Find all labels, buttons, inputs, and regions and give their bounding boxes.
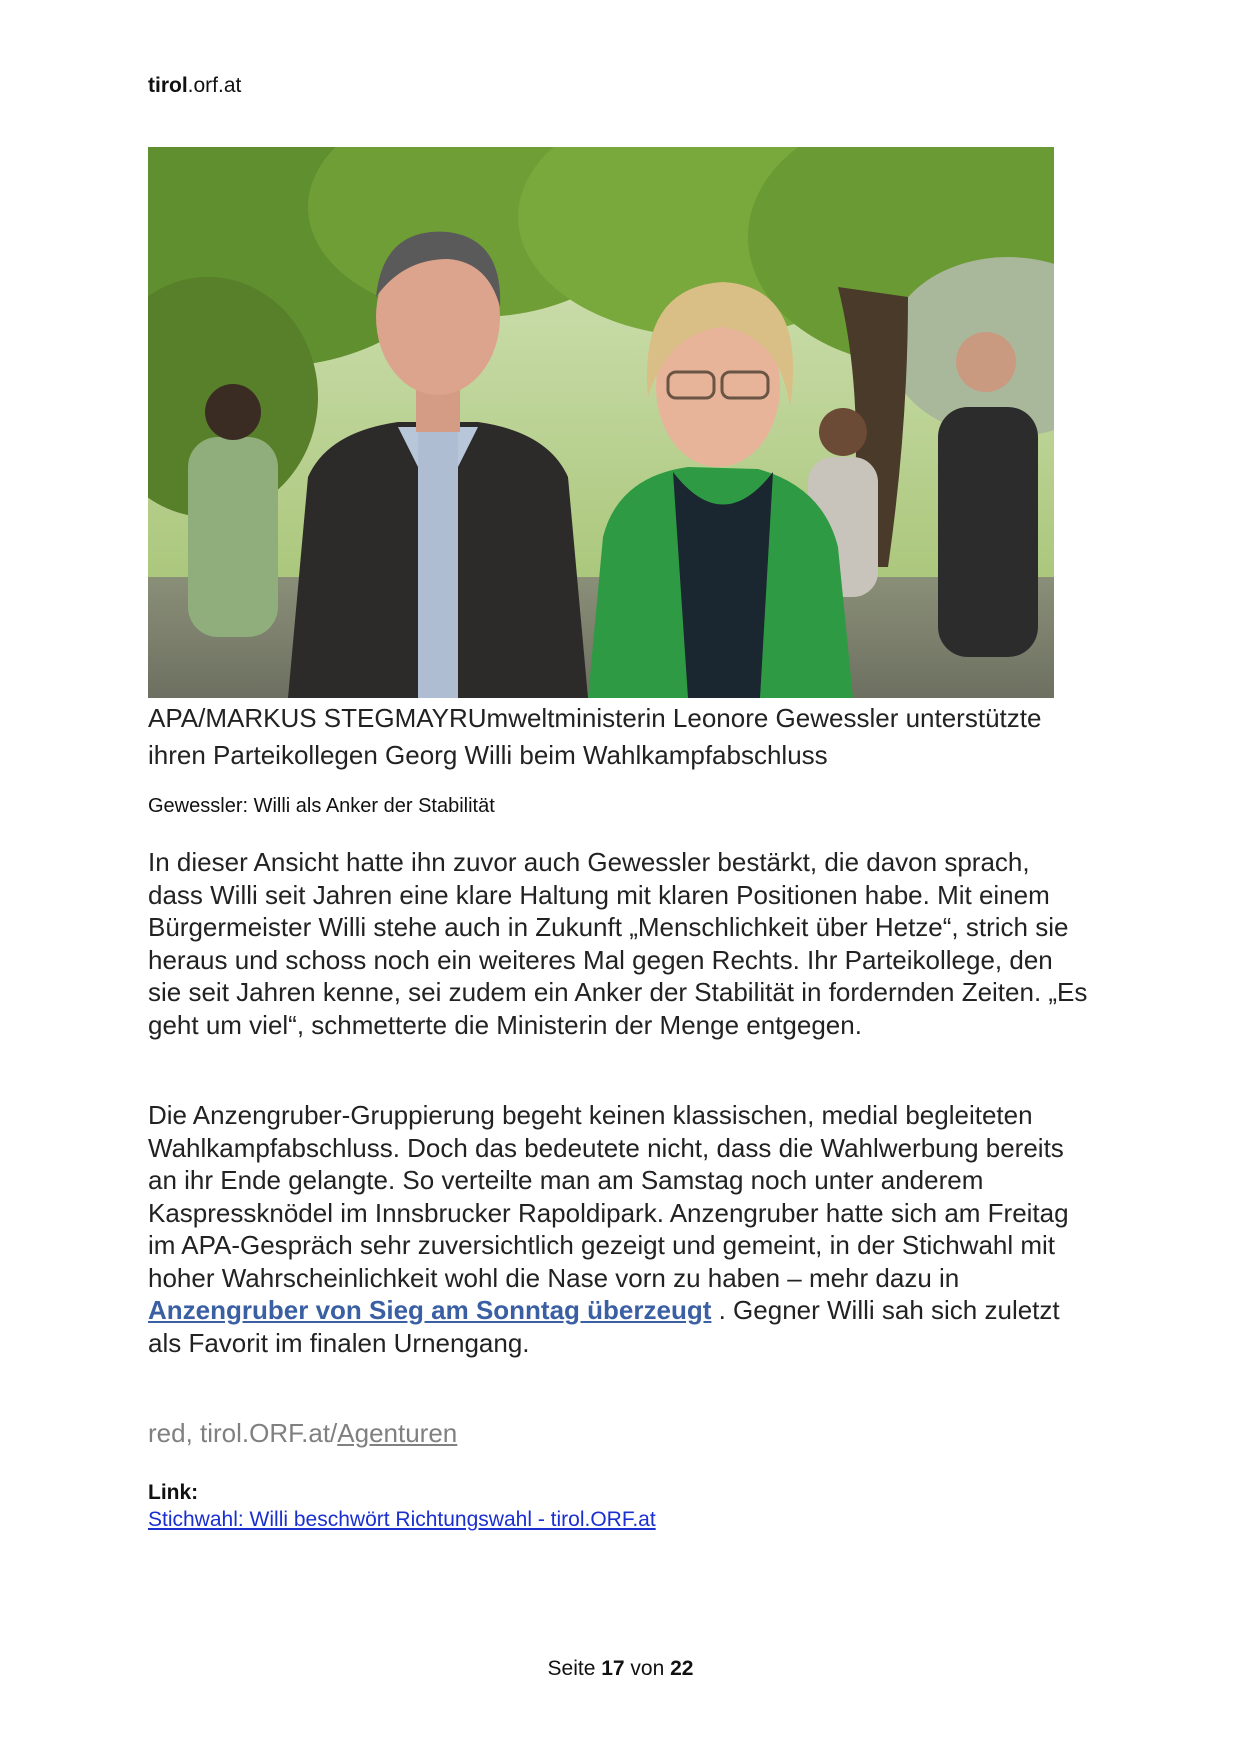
article-paragraph-1: In dieser Ansicht hatte ihn zuvor auch Gewessler bestärkt, die davon sprach, dass Willi seit Jahren eine klare Haltung mit klaren Positionen habe. Mit einem Bürgermeister Willi stehe auch in Zukunft „Menschlichkeit über Hetze“, strich sie heraus und schoss noch ein weiteres Mal gegen Rechts. Ihr Parteikollege, den sie seit Jahren kenne, sei zudem ein Anker der Stabilität in fordernden Zeiten. „Es geht um viel“, schmetterte die Ministerin der Menge entgegen. [148, 847, 1088, 1040]
paragraph-2-text-after: . Gegner Willi sah sich zuletzt als Favorit im finalen Urnengang. [148, 1295, 1060, 1358]
inline-article-link[interactable]: Anzengruber von Sieg am Sonntag überzeugt [148, 1295, 712, 1325]
site-header [148, 74, 241, 98]
article-photo [148, 147, 1054, 698]
current-page-number: 17 [601, 1657, 625, 1680]
article-paragraph-2 [148, 1099, 1088, 1359]
link-label: Link: [148, 1481, 199, 1504]
source-url-link[interactable]: Stichwahl: Willi beschwört Richtungswahl - tirol.ORF.at [148, 1508, 656, 1531]
site-brand-rest: .orf.at [187, 74, 242, 97]
photo-caption: APA/MARKUS STEGMAYRUmweltministerin Leonore Gewessler unterstützte ihren Parteikollegen Georg Willi beim Wahlkampfabschluss [148, 703, 1042, 770]
paragraph-2-text-before: Die Anzengruber-Gruppierung begeht keinen klassischen, medial begleiteten Wahlkampfabschluss. Doch das bedeutete nicht, dass die Wahlwerbung bereits an ihr Ende gelangte. So verteilte man am Samstag noch unter anderem Kaspressknödel im Innsbrucker Rapoldipark. Anzengruber hatte sich am Freitag im APA-Gespräch sehr zuversichtlich gezeigt und gemeint, in der Stichwahl mit hoher Wahrscheinlichkeit wohl die Nase vorn zu haben – mehr dazu in [148, 1100, 1069, 1293]
footer-middle: von [624, 1657, 671, 1680]
site-brand-bold: tirol [148, 74, 188, 97]
credit-agency-link[interactable]: Agenturen [337, 1418, 458, 1448]
photo-image-icon [148, 147, 1054, 698]
section-subheading: Gewessler: Willi als Anker der Stabilität [148, 795, 495, 817]
credit-prefix: red, tirol.ORF.at/ [148, 1418, 338, 1448]
footer-prefix: Seite [547, 1657, 602, 1680]
source-credit [148, 1418, 457, 1449]
total-page-number: 22 [670, 1657, 694, 1680]
page-footer [0, 1657, 1241, 1681]
